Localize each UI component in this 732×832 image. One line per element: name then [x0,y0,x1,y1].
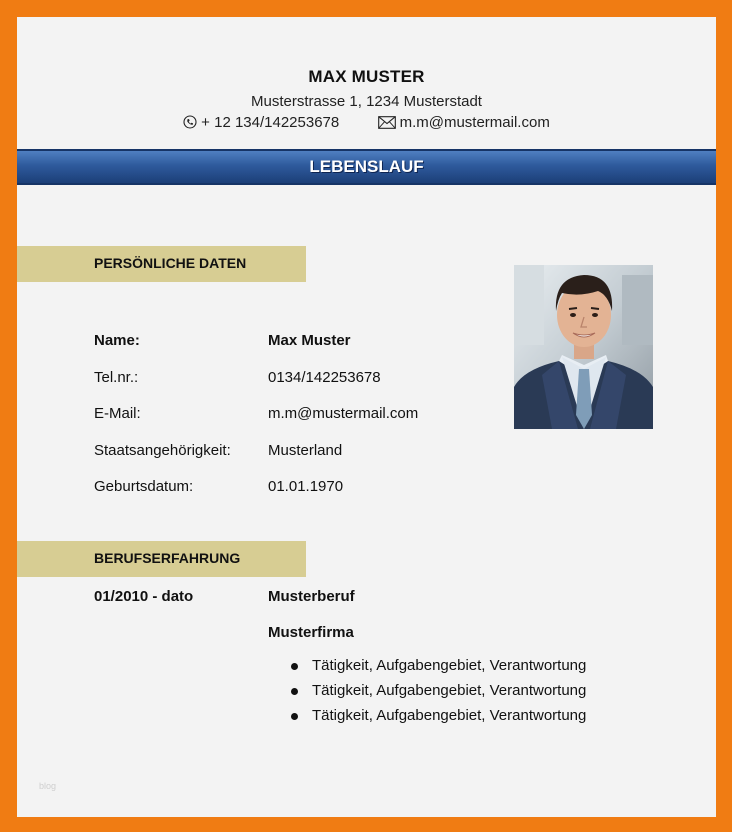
experience-bullet-list [287,657,586,732]
section-personal-data [17,246,306,282]
contact-line [17,114,716,133]
applicant-address: Musterstrasse 1, 1234 Musterstadt [251,93,482,110]
bullet-text: Tätigkeit, Aufgabengebiet, Verantwortung [312,682,587,699]
row-value: Musterland [268,442,343,459]
experience-company: Musterfirma [268,624,354,641]
row-value: 0134/142253678 [268,369,381,386]
row-value: 01.01.1970 [268,478,344,495]
header-phone: + 12 134/142253678 [201,114,340,131]
cv-title-banner [17,149,716,185]
list-item [287,682,586,707]
applicant-name: MAX MUSTER [308,67,425,86]
section-work-experience [17,541,306,577]
bullet-text: Tätigkeit, Aufgabengebiet, Verantwortung [312,707,587,724]
row-label: Tel.nr.: [94,369,139,386]
row-label: E-Mail: [94,405,141,422]
section-experience-title: BERUFSERFAHRUNG [94,550,241,566]
cv-title: LEBENSLAUF [309,157,424,176]
applicant-photo [514,265,653,429]
bullet-icon [291,663,298,670]
row-label: Staatsangehörigkeit: [94,442,231,459]
experience-period: 01/2010 - dato [94,588,194,605]
bullet-text: Tätigkeit, Aufgabengebiet, Verantwortung [312,657,587,674]
cv-header [17,67,716,133]
envelope-icon [378,116,396,133]
phone-icon [183,115,197,133]
list-item [287,657,586,682]
row-label: Geburtsdatum: [94,478,194,495]
experience-job-title: Musterberuf [268,588,355,605]
bullet-icon [291,713,298,720]
row-label: Name: [94,332,140,349]
list-item [287,707,586,732]
section-personal-title: PERSÖNLICHE DATEN [94,255,247,271]
row-value: Max Muster [268,332,351,349]
watermark: blog [39,781,57,791]
row-value: m.m@mustermail.com [268,405,419,422]
header-email: m.m@mustermail.com [399,114,550,131]
cv-page [17,17,716,817]
bullet-icon [291,688,298,695]
